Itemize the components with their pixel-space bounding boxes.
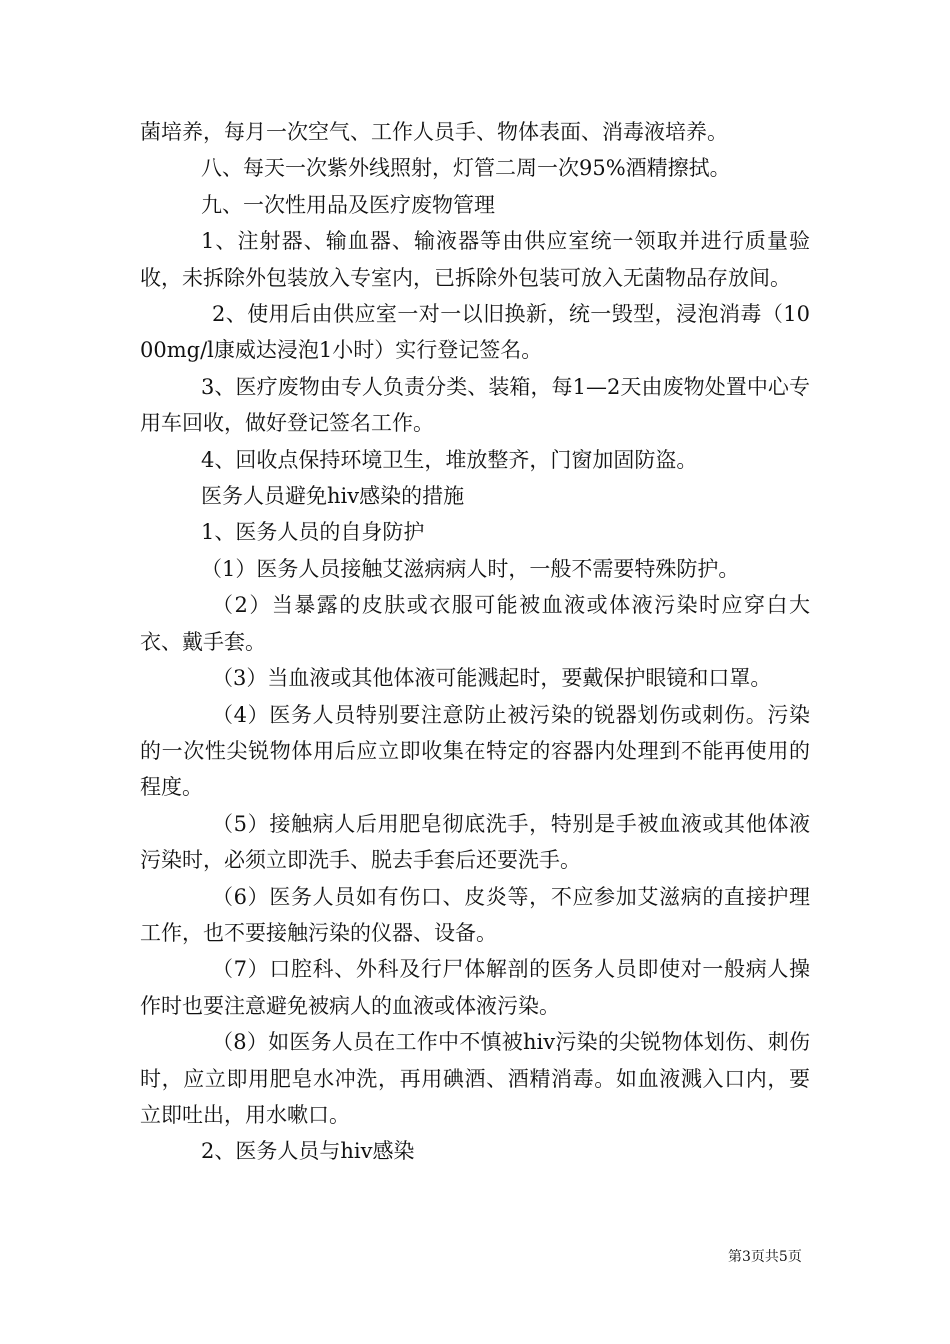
paragraph-culture: 菌培养，每月一次空气、工作人员手、物体表面、消毒液培养。 [140, 120, 728, 144]
subsection-self-protection: 1、医务人员的自身防护 [201, 520, 425, 545]
section-heading-hiv: 医务人员避免hiv感染的措施 [201, 484, 465, 509]
measure-7: （7）口腔科、外科及行尸体解剖的医务人员即使对一般病人操作时也要注意避免被病人的血液或体液污染。 [140, 957, 810, 1018]
paragraph-uv: 八、每天一次紫外线照射，灯管二周一次95%酒精擦拭。 [201, 156, 731, 181]
measure-2: （2）当暴露的皮肤或衣服可能被血液或体液污染时应穿白大衣、戴手套。 [140, 593, 810, 654]
document-body [140, 114, 810, 1170]
paragraph-item-3: 3、医疗废物由专人负责分类、装箱，每1—2天由废物处置中心专用车回收，做好登记签名工作。 [140, 374, 810, 436]
measure-6: （6）医务人员如有伤口、皮炎等，不应参加艾滋病的直接护理工作，也不要接触污染的仪器、设备。 [140, 884, 810, 945]
paragraph-item-2: 2、使用后由供应室一对一以旧换新，统一毁型，浸泡消毒（1000mg/l康威达浸泡1小时）实行登记签名。 [140, 302, 810, 363]
measure-1: （1）医务人员接触艾滋病病人时，一般不需要特殊防护。 [201, 556, 740, 581]
paragraph-item-1: 1、注射器、输血器、输液器等由供应室统一领取并进行质量验收，未拆除外包装放入专室内，已拆除外包装可放入无菌物品存放间。 [140, 229, 810, 290]
paragraph-item-4: 4、回收点保持环境卫生，堆放整齐，门窗加固防盗。 [201, 447, 698, 472]
page-number: 第3页共5页 [728, 1249, 802, 1265]
subsection-hiv-infection: 2、医务人员与hiv感染 [201, 1139, 415, 1164]
measure-5: （5）接触病人后用肥皂彻底洗手，特别是手被血液或其他体液污染时，必须立即洗手、脱去手套后还要洗手。 [140, 811, 810, 873]
measure-3: （3）当血液或其他体液可能溅起时，要戴保护眼镜和口罩。 [212, 666, 772, 691]
measure-4: （4）医务人员特别要注意防止被污染的锐器划伤或刺伤。污染的一次性尖锐物体用后应立即收集在特定的容器内处理到不能再使用的程度。 [140, 702, 810, 800]
measure-8: （8）如医务人员在工作中不慎被hiv污染的尖锐物体划伤、刺伤时，应立即用肥皂水冲洗，再用碘酒、酒精消毒。如血液溅入口内，要立即吐出，用水嗽口。 [140, 1030, 810, 1127]
section-heading-disposables: 九、一次性用品及医疗废物管理 [201, 192, 495, 217]
